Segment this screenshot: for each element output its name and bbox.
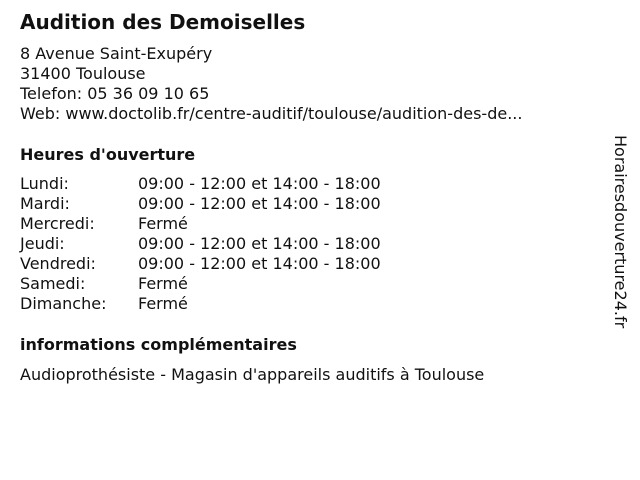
hours-value: Fermé	[138, 274, 188, 293]
hours-value: 09:00 - 12:00 et 14:00 - 18:00	[138, 234, 381, 253]
hours-value: 09:00 - 12:00 et 14:00 - 18:00	[138, 174, 381, 193]
info-heading: informations complémentaires	[20, 335, 297, 354]
day-label: Vendredi:	[20, 254, 96, 273]
day-label: Samedi:	[20, 274, 86, 293]
hours-heading: Heures d'ouverture	[20, 145, 196, 164]
city: 31400 Toulouse	[20, 64, 146, 83]
info-text: Audioprothésiste - Magasin d'appareils auditifs à Toulouse	[20, 365, 485, 384]
contact-block	[20, 44, 522, 124]
hours-row-dimanche	[20, 294, 381, 314]
day-label: Mardi:	[20, 194, 70, 213]
day-label: Jeudi:	[20, 234, 65, 253]
street-address: 8 Avenue Saint-Exupéry	[20, 44, 213, 63]
hours-value: Fermé	[138, 294, 188, 313]
day-label: Lundi:	[20, 174, 69, 193]
hours-value: 09:00 - 12:00 et 14:00 - 18:00	[138, 254, 381, 273]
day-label: Mercredi:	[20, 214, 95, 233]
hours-value: 09:00 - 12:00 et 14:00 - 18:00	[138, 194, 381, 213]
site-watermark: Horairesdouverture24.fr	[611, 135, 630, 329]
hours-row-jeudi	[20, 234, 381, 254]
hours-row-samedi	[20, 274, 381, 294]
website: Web: www.doctolib.fr/centre-auditif/toulouse/audition-des-de...	[20, 104, 523, 123]
phone: Telefon: 05 36 09 10 65	[20, 84, 210, 103]
hours-row-mercredi	[20, 214, 381, 234]
hours-row-vendredi	[20, 254, 381, 274]
hours-row-lundi	[20, 174, 381, 194]
business-name: Audition des Demoiselles	[20, 10, 306, 34]
day-label: Dimanche:	[20, 294, 107, 313]
hours-table	[20, 174, 381, 314]
hours-value: Fermé	[138, 214, 188, 233]
hours-row-mardi	[20, 194, 381, 214]
